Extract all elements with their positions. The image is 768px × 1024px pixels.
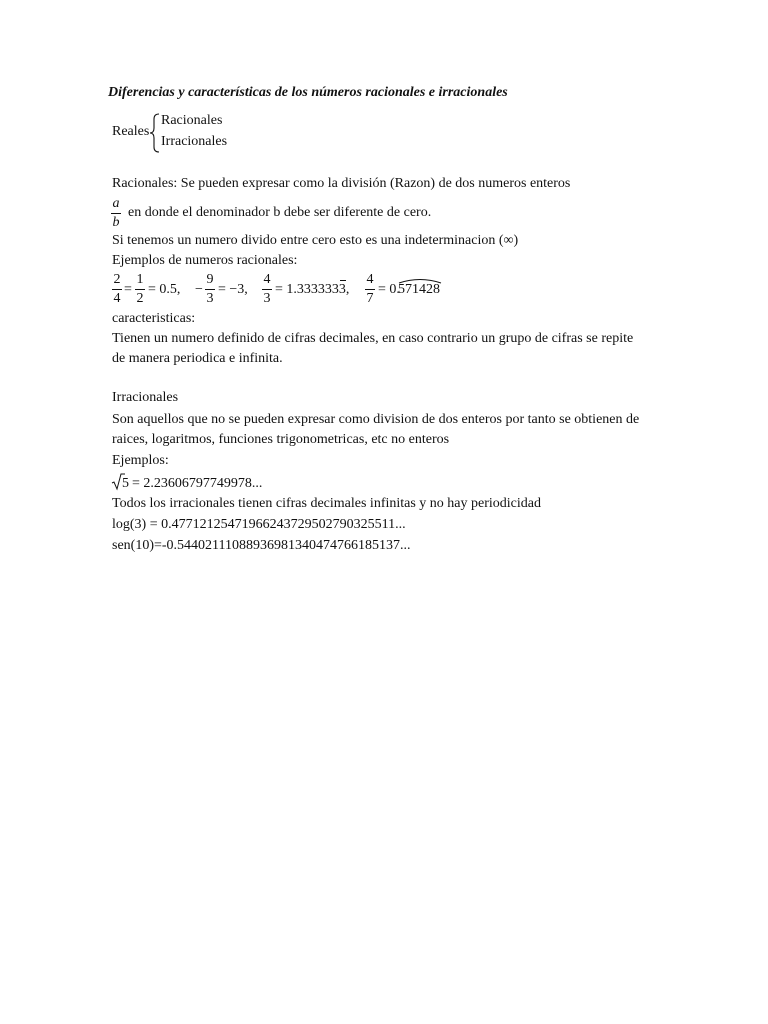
sqrt-radicand: 5 bbox=[122, 476, 129, 491]
classification-parent: Reales bbox=[112, 124, 150, 139]
infinite-decimals-note: Todos los irracionales tienen cifras decimales infinitas y no hay periodicidad bbox=[112, 496, 541, 511]
characteristics-label: caracteristicas: bbox=[112, 311, 196, 326]
fraction-explanation: en donde el denominador b debe ser diferente de cero. bbox=[128, 205, 432, 220]
irracionales-line-1: Son aquellos que no se pueden expresar como division de dos enteros por tanto se obtienen de bbox=[112, 412, 640, 427]
characteristics-line-1: Tienen un numero definido de cifras decimales, en caso contrario un grupo de cifras se repite bbox=[112, 331, 634, 346]
irracionales-heading: Irracionales bbox=[112, 390, 179, 405]
racionales-definition: Racionales: Se pueden expresar como la división (Razon) de dos numeros enteros bbox=[112, 176, 571, 191]
classification-child-irracionales: Irracionales bbox=[161, 134, 228, 149]
fraction-numerator: a bbox=[112, 196, 120, 211]
example-fraction-1-2: 1 2 bbox=[136, 272, 144, 306]
negative-sign: − bbox=[195, 282, 203, 297]
example-fraction-2-4: 2 4 bbox=[113, 272, 121, 306]
example-result-repeating-digits: 571428 bbox=[398, 282, 440, 297]
irracionales-examples-label: Ejemplos: bbox=[112, 453, 169, 468]
example-result-minus-3: = −3, bbox=[218, 282, 248, 297]
example-result-prefix: = 0. bbox=[378, 282, 400, 297]
classification-child-racionales: Racionales bbox=[161, 113, 223, 128]
example-result-1-333: = 1.3333333, bbox=[275, 282, 350, 297]
equals-sign: = bbox=[124, 282, 132, 297]
irracionales-line-2: raices, logaritmos, funciones trigonometricas, etc no enteros bbox=[112, 432, 450, 447]
curly-brace-icon bbox=[150, 113, 160, 153]
repeating-bar bbox=[340, 280, 346, 282]
sen-example: sen(10)=-0.5440211108893698134047476618513​7... bbox=[112, 538, 411, 553]
repeating-arc bbox=[398, 278, 442, 284]
zero-division-note: Si tenemos un numero divido entre cero esto es una indeterminacion (∞) bbox=[112, 233, 519, 248]
rational-examples-label: Ejemplos de numeros racionales: bbox=[112, 253, 298, 268]
log-example: log(3) = 0.4771212547196624372950279032551​1... bbox=[112, 517, 406, 532]
characteristics-line-2: de manera periodica e infinita. bbox=[112, 351, 283, 366]
fraction-a-over-b bbox=[111, 197, 121, 230]
example-fraction-4-7: 4 7 bbox=[366, 272, 374, 306]
fraction-denominator: b bbox=[112, 215, 120, 230]
example-fraction-4-3: 4 3 bbox=[263, 272, 271, 306]
page-title: Diferencias y características de los números racionales e irracionales bbox=[108, 85, 508, 100]
example-result-0-5: = 0.5, bbox=[148, 282, 181, 297]
sqrt-value: = 2.23606797749978... bbox=[132, 476, 263, 491]
example-fraction-9-3: 9 3 bbox=[206, 272, 214, 306]
